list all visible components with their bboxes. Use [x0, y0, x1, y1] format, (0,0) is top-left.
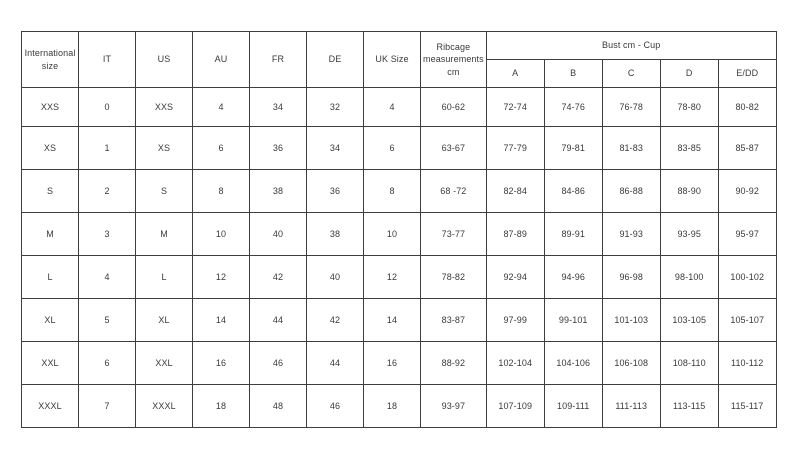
table-cell: 4 — [193, 88, 250, 127]
table-cell: M — [136, 213, 193, 256]
table-cell: 32 — [307, 88, 364, 127]
table-cell: 91-93 — [602, 213, 660, 256]
table-cell: 96-98 — [602, 256, 660, 299]
table-cell: 2 — [79, 170, 136, 213]
table-cell: 3 — [79, 213, 136, 256]
table-cell: 78-80 — [660, 88, 718, 127]
table-row — [22, 213, 777, 256]
table-cell: 68 -72 — [421, 170, 487, 213]
table-cell: 77-79 — [486, 127, 544, 170]
table-cell: 12 — [364, 256, 421, 299]
header-ribcage: Ribcage measurements cm — [421, 32, 487, 88]
table-cell: 63-67 — [421, 127, 487, 170]
table-cell: 8 — [364, 170, 421, 213]
table-cell: 16 — [364, 342, 421, 385]
table-cell: XXL — [22, 342, 79, 385]
table-cell: 40 — [250, 213, 307, 256]
table-cell: 82-84 — [486, 170, 544, 213]
table-cell: 95-97 — [718, 213, 776, 256]
size-table-body — [22, 88, 777, 428]
table-cell: 1 — [79, 127, 136, 170]
table-cell: 36 — [307, 170, 364, 213]
header-row-top — [22, 32, 777, 60]
table-cell: 0 — [79, 88, 136, 127]
table-cell: 78-82 — [421, 256, 487, 299]
table-cell: 84-86 — [544, 170, 602, 213]
table-cell: 113-115 — [660, 385, 718, 428]
table-cell: 106-108 — [602, 342, 660, 385]
table-cell: 38 — [250, 170, 307, 213]
table-cell: 99-101 — [544, 299, 602, 342]
table-cell: 100-102 — [718, 256, 776, 299]
table-cell: XXS — [136, 88, 193, 127]
table-cell: 42 — [250, 256, 307, 299]
table-cell: 80-82 — [718, 88, 776, 127]
table-cell: S — [136, 170, 193, 213]
header-de: DE — [307, 32, 364, 88]
table-cell: 34 — [307, 127, 364, 170]
size-conversion-table — [21, 31, 777, 428]
table-cell: XL — [22, 299, 79, 342]
table-row — [22, 299, 777, 342]
table-cell: 48 — [250, 385, 307, 428]
table-cell: 98-100 — [660, 256, 718, 299]
table-cell: 88-90 — [660, 170, 718, 213]
header-cup-c: C — [602, 60, 660, 88]
table-cell: XS — [22, 127, 79, 170]
table-cell: 85-87 — [718, 127, 776, 170]
table-cell: 4 — [364, 88, 421, 127]
table-cell: 107-109 — [486, 385, 544, 428]
table-cell: XS — [136, 127, 193, 170]
header-cup-edd: E/DD — [718, 60, 776, 88]
table-cell: S — [22, 170, 79, 213]
table-row — [22, 170, 777, 213]
table-cell: 18 — [193, 385, 250, 428]
table-row — [22, 342, 777, 385]
table-row — [22, 385, 777, 428]
table-row — [22, 256, 777, 299]
table-cell: 16 — [193, 342, 250, 385]
table-cell: 34 — [250, 88, 307, 127]
header-it: IT — [79, 32, 136, 88]
table-cell: 73-77 — [421, 213, 487, 256]
table-cell: 92-94 — [486, 256, 544, 299]
table-cell: L — [22, 256, 79, 299]
table-cell: 74-76 — [544, 88, 602, 127]
header-bust-cup-group: Bust cm - Cup — [486, 32, 776, 60]
table-cell: 108-110 — [660, 342, 718, 385]
table-cell: 83-85 — [660, 127, 718, 170]
table-cell: L — [136, 256, 193, 299]
table-cell: 111-113 — [602, 385, 660, 428]
table-cell: 101-103 — [602, 299, 660, 342]
table-cell: 8 — [193, 170, 250, 213]
table-cell: XXS — [22, 88, 79, 127]
table-row — [22, 88, 777, 127]
table-cell: 93-95 — [660, 213, 718, 256]
table-cell: 93-97 — [421, 385, 487, 428]
table-cell: 89-91 — [544, 213, 602, 256]
header-cup-a: A — [486, 60, 544, 88]
table-cell: 79-81 — [544, 127, 602, 170]
table-cell: 10 — [193, 213, 250, 256]
table-cell: 103-105 — [660, 299, 718, 342]
table-cell: 110-112 — [718, 342, 776, 385]
table-cell: 40 — [307, 256, 364, 299]
table-cell: 6 — [193, 127, 250, 170]
table-cell: 6 — [364, 127, 421, 170]
table-cell: 115-117 — [718, 385, 776, 428]
table-cell: 94-96 — [544, 256, 602, 299]
table-cell: 86-88 — [602, 170, 660, 213]
table-cell: 14 — [193, 299, 250, 342]
table-cell: XXXL — [22, 385, 79, 428]
table-cell: 102-104 — [486, 342, 544, 385]
header-international-size: International size — [22, 32, 79, 88]
table-cell: 44 — [250, 299, 307, 342]
table-cell: 5 — [79, 299, 136, 342]
table-cell: 97-99 — [486, 299, 544, 342]
table-cell: 72-74 — [486, 88, 544, 127]
table-cell: 104-106 — [544, 342, 602, 385]
table-cell: 60-62 — [421, 88, 487, 127]
table-cell: 109-111 — [544, 385, 602, 428]
table-cell: 46 — [307, 385, 364, 428]
header-au: AU — [193, 32, 250, 88]
table-cell: 90-92 — [718, 170, 776, 213]
table-cell: XL — [136, 299, 193, 342]
table-cell: XXL — [136, 342, 193, 385]
header-uk-size: UK Size — [364, 32, 421, 88]
table-cell: 44 — [307, 342, 364, 385]
table-cell: 10 — [364, 213, 421, 256]
table-cell: 18 — [364, 385, 421, 428]
header-cup-d: D — [660, 60, 718, 88]
table-cell: 46 — [250, 342, 307, 385]
table-cell: 38 — [307, 213, 364, 256]
table-cell: 81-83 — [602, 127, 660, 170]
table-cell: 12 — [193, 256, 250, 299]
table-cell: M — [22, 213, 79, 256]
table-cell: 83-87 — [421, 299, 487, 342]
header-fr: FR — [250, 32, 307, 88]
table-cell: 42 — [307, 299, 364, 342]
table-cell: 6 — [79, 342, 136, 385]
table-cell: 4 — [79, 256, 136, 299]
table-cell: 105-107 — [718, 299, 776, 342]
table-cell: 14 — [364, 299, 421, 342]
header-cup-b: B — [544, 60, 602, 88]
table-cell: 88-92 — [421, 342, 487, 385]
header-us: US — [136, 32, 193, 88]
table-cell: 87-89 — [486, 213, 544, 256]
table-cell: 76-78 — [602, 88, 660, 127]
table-cell: XXXL — [136, 385, 193, 428]
table-row — [22, 127, 777, 170]
table-header — [22, 32, 777, 88]
table-cell: 36 — [250, 127, 307, 170]
table-cell: 7 — [79, 385, 136, 428]
